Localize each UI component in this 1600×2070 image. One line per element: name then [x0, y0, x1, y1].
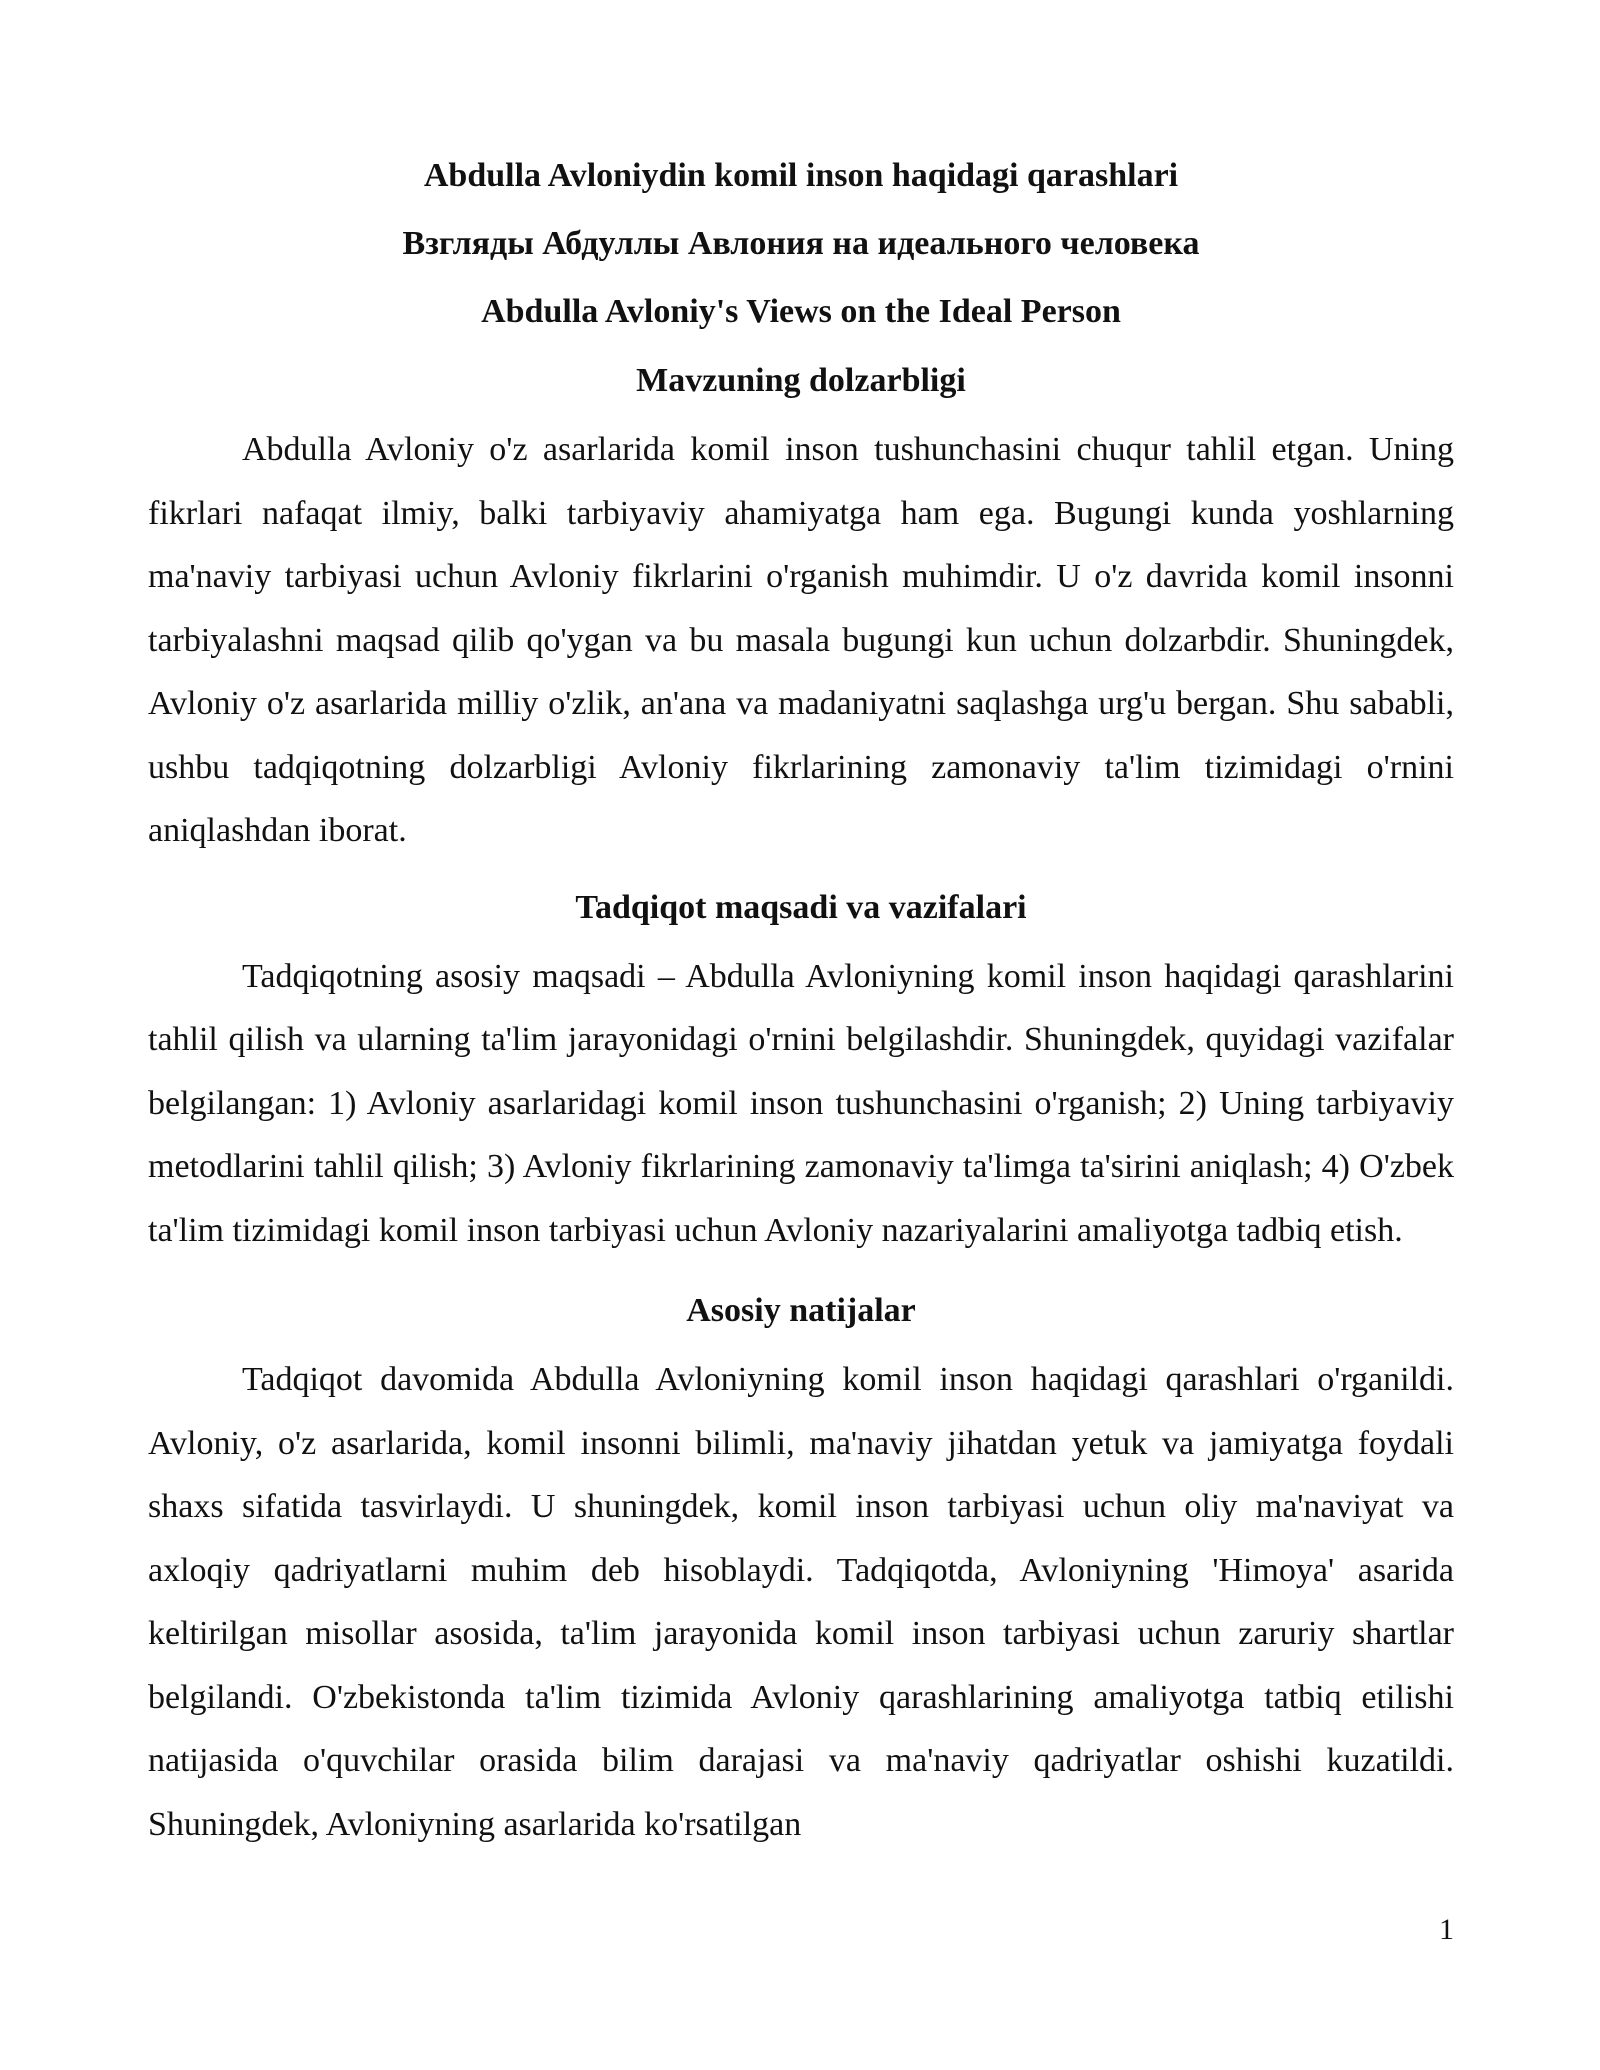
section-heading-goals: Tadqiqot maqsadi va vazifalari — [575, 888, 1027, 926]
document-page — [148, 142, 1454, 1856]
section-heading-results: Asosiy natijalar — [686, 1292, 916, 1329]
title-russian: Взгляды Абдуллы Авлония на идеального человека — [402, 225, 1200, 262]
section-body-goals: Tadqiqotning asosiy maqsadi – Abdulla Avloniyning komil inson haqidagi qarashlarini tahlil qilish va ularning ta'lim jarayonidagi o'rnini belgilashdir. Shuningdek, quyidagi vazifalar belgilangan: 1) Avloniy asarlaridagi komil inson tushunchasini o'rganish; 2) Uning tarbiyaviy metodlarini tahlil qilish; 3) Avloniy fikrlarining zamonaviy ta'limga ta'sirini aniqlash; 4) O'zbek ta'lim tizimidagi komil inson tarbiyasi uchun Avloniy nazariyalarini amaliyotga tadbiq etish. — [148, 957, 1454, 1249]
section-body-results: Tadqiqot davomida Abdulla Avloniyning komil inson haqidagi qarashlari o'rganildi. Avloniy, o'z asarlarida, komil insonni bilimli, ma'naviy jihatdan yetuk va jamiyatga foydali shaxs sifatida tasvirlaydi. U shuningdek, komil inson tarbiyasi uchun oliy ma'naviyat va axloqiy qadriyatlarni muhim deb hisoblaydi. Tadqiqotda, Avloniyning 'Himoya' asarida keltirilgan misollar asosida, ta'lim jarayonida komil inson tarbiyasi uchun zaruriy shartlar belgilandi. O'zbekistonda ta'lim tizimida Avloniy qarashlarining amaliyotga tatbiq etilishi natijasida o'quvchilar orasida bilim darajasi va ma'naviy qadriyatlar oshishi kuzatildi. Shuningdek, Avloniyning asarlarida ko'rsatilgan — [148, 1361, 1454, 1843]
section-heading-relevance: Mavzuning dolzarbligi — [636, 362, 966, 399]
section-body-relevance: Abdulla Avloniy o'z asarlarida komil inson tushunchasini chuqur tahlil etgan. Uning fikrlari nafaqat ilmiy, balki tarbiyaviy ahamiyatga ham ega. Bugungi kunda yoshlarning ma'naviy tarbiyasi uchun Avloniy fikrlarini o'rganish muhimdir. U o'z davrida komil insonni tarbiyalashni maqsad qilib qo'ygan va bu masala bugungi kun uchun dolzarbdir. Shuningdek, Avloniy o'z asarlarida milliy o'zlik, an'ana va madaniyatni saqlashga urg'u bergan. Shu sababli, ushbu tadqiqotning dolzarbligi Avloniy fikrlarining zamonaviy ta'lim tizimidagi o'rnini aniqlashdan iborat. — [148, 431, 1454, 849]
title-english: Abdulla Avloniy's Views on the Ideal Person — [481, 293, 1121, 330]
title-uzbek: Abdulla Avloniydin komil inson haqidagi qarashlari — [423, 157, 1179, 194]
page-number: 1 — [1439, 1913, 1454, 1946]
